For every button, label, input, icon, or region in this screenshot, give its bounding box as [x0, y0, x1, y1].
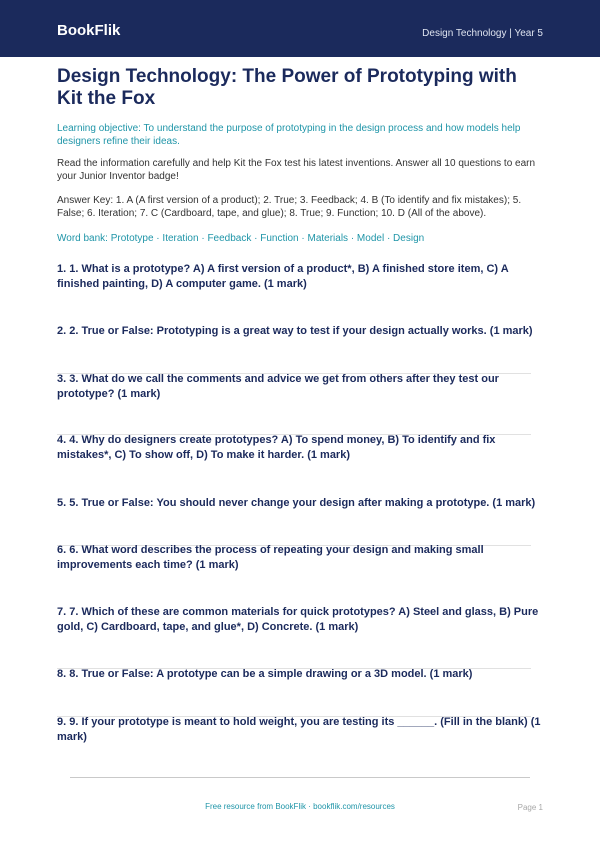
page-title: Design Technology: The Power of Prototyping with Kit the Fox — [57, 66, 517, 109]
question-3: 3. 3. What do we call the comments and advice we get from others after they test our prototype? (1 mark) — [57, 373, 499, 400]
header-bar — [0, 0, 600, 57]
question-6: 6. 6. What word describes the process of repeating your design and making small improvements each time? (1 mark) — [57, 544, 484, 571]
brand-logo[interactable]: BookFlik — [57, 22, 121, 39]
learning-objective: Learning objective: To understand the purpose of prototyping in the design process and how models help designers refine their ideas. — [57, 123, 521, 147]
question-5: 5. 5. True or False: You should never change your design after making a prototype. (1 mark) — [57, 497, 536, 509]
footer-link[interactable]: Free resource from BookFlik · bookflik.com/resources — [205, 802, 395, 811]
page-number: Page 1 — [517, 803, 543, 812]
question-1: 1. 1. What is a prototype? A) A first version of a product*, B) A finished store item, C) A finished painting, D) A computer game. (1 mark) — [57, 263, 509, 290]
question-7: 7. 7. Which of these are common materials for quick prototypes? A) Steel and glass, B) Pure gold, C) Cardboard, tape, and glue*, D) Concrete. (1 mark) — [57, 606, 539, 633]
word-bank: Word bank: Prototype · Iteration · Feedback · Function · Materials · Model · Design — [57, 233, 425, 244]
question-2: 2. 2. True or False: Prototyping is a great way to test if your design actually works. (1 mark) — [57, 325, 533, 337]
question-4: 4. 4. Why do designers create prototypes? A) To spend money, B) To identify and fix mistakes*, C) To show off, D) To make it harder. (1 mark) — [57, 434, 496, 461]
question-9: 9. 9. If your prototype is meant to hold weight, you are testing its ______. (Fill in the blank) (1 mark) — [57, 716, 541, 743]
intro-text: Read the information carefully and help Kit the Fox test his latest inventions. Answer all 10 questions to earn your Junior Inventor badge! — [57, 158, 536, 182]
question-8: 8. 8. True or False: A prototype can be a simple drawing or a 3D model. (1 mark) — [57, 668, 473, 680]
footer-divider — [70, 777, 530, 778]
breadcrumb: Design Technology | Year 5 — [422, 28, 543, 39]
answer-key: Answer Key: 1. A (A first version of a product); 2. True; 3. Feedback; 4. B (To identify and fix mistakes); 5. False; 6. Iteration; 7. C (Cardboard, tape, and glue); 8. True; 9. Function; 10. D (All of the above). — [57, 195, 522, 219]
